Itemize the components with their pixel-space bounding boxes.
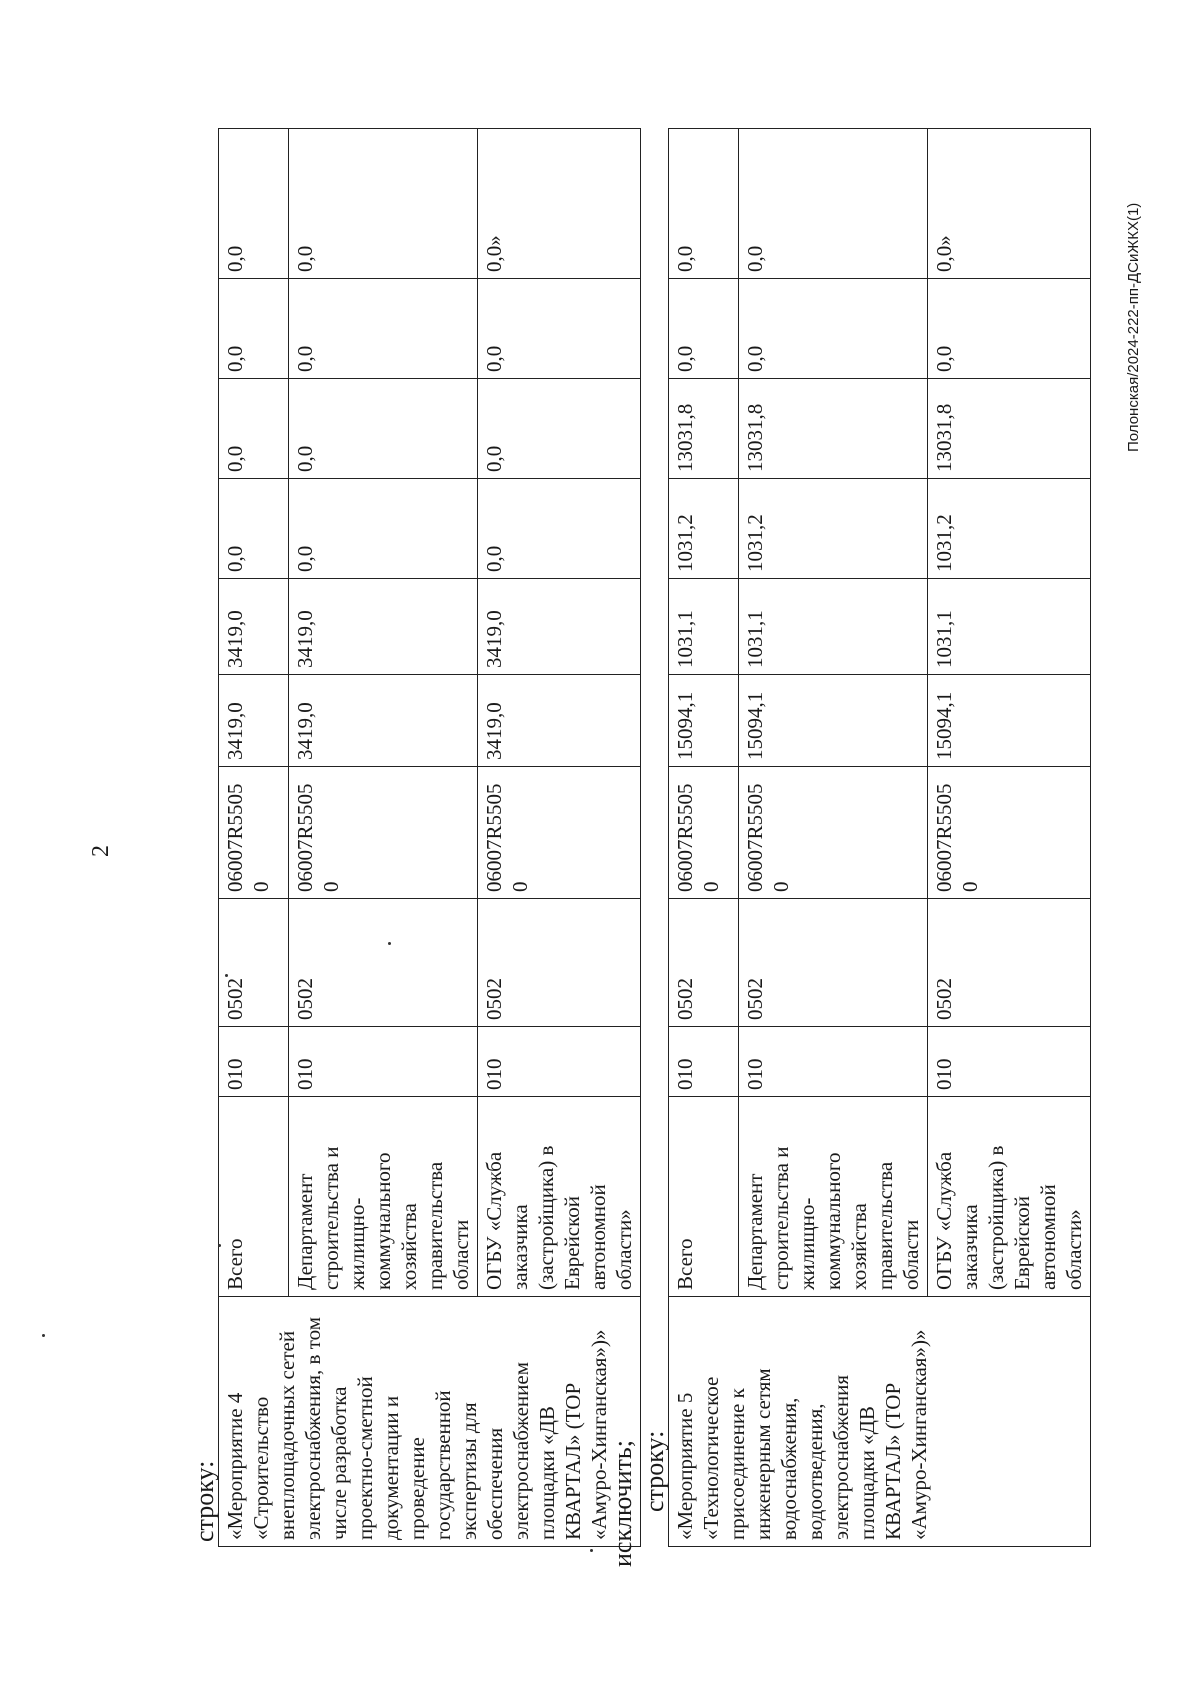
table-cell: 3419,0 xyxy=(219,579,289,675)
table-cell: 010 xyxy=(928,1027,1091,1097)
scan-speck xyxy=(218,1244,221,1247)
table-cell: 0502 xyxy=(478,899,641,1027)
table-cell: 13031,8 xyxy=(928,379,1091,479)
table-cell: 06007R5505 0 xyxy=(478,767,641,899)
table-cell: 06007R5505 0 xyxy=(928,767,1091,899)
row-label-2: строку: xyxy=(640,1430,669,1512)
table-measure-5 xyxy=(668,128,1091,1547)
table-cell: 0502 xyxy=(669,899,739,1027)
measure-name-cell: «Мероприятие 5 «Технологическое присоединение к инженерным сетям водоснабжения, водоотведения, электроснабжения площадки «ДВ КВАРТАЛ» (ТОР «Амуро-Хинганская»)» xyxy=(669,1297,1091,1547)
table-cell: 06007R5505 0 xyxy=(739,767,928,899)
table-cell: 1031,2 xyxy=(669,479,739,579)
table-cell: 1031,1 xyxy=(739,579,928,675)
table-cell: 0,0 xyxy=(219,479,289,579)
table-cell: 0,0 xyxy=(928,279,1091,379)
table-cell: 0502 xyxy=(289,899,478,1027)
table-cell: 0,0 xyxy=(219,129,289,279)
table-cell: 1031,1 xyxy=(928,579,1091,675)
table-cell: 010 xyxy=(669,1027,739,1097)
table-cell: 3419,0 xyxy=(289,579,478,675)
table-cell: 06007R5505 0 xyxy=(669,767,739,899)
table-cell: 3419,0 xyxy=(289,675,478,767)
table-cell: 13031,8 xyxy=(739,379,928,479)
table-cell: Департамент строительства и жилищно-коммунального хозяйства правительства области xyxy=(289,1097,478,1297)
scan-speck xyxy=(225,974,228,977)
table-cell: 15094,1 xyxy=(669,675,739,767)
table-cell: 0,0 xyxy=(478,279,641,379)
table-cell: 0,0 xyxy=(669,129,739,279)
table-cell: 0,0 xyxy=(739,279,928,379)
table-cell: 010 xyxy=(478,1027,641,1097)
table-cell: 0,0 xyxy=(289,129,478,279)
table-cell: 06007R5505 0 xyxy=(289,767,478,899)
table-cell: 0,0 xyxy=(289,379,478,479)
exclude-label: исключить; xyxy=(608,1440,637,1567)
table-cell: Всего xyxy=(669,1097,739,1297)
table-cell: 0,0 xyxy=(219,279,289,379)
table-cell: 0,0» xyxy=(478,129,641,279)
scan-speck xyxy=(590,1549,593,1552)
table-cell: ОГБУ «Служба заказчика (застройщика) в Еврейской автономной области» xyxy=(928,1097,1091,1297)
row-label-1: строку: xyxy=(190,1460,219,1542)
table-row xyxy=(669,129,739,1547)
table-cell: 3419,0 xyxy=(219,675,289,767)
table-cell: 0,0 xyxy=(289,479,478,579)
table-cell: 13031,8 xyxy=(669,379,739,479)
table-cell: 0502 xyxy=(219,899,289,1027)
table-cell: ОГБУ «Служба заказчика (застройщика) в Еврейской автономной области» xyxy=(478,1097,641,1297)
scan-speck xyxy=(388,942,391,945)
scan-speck xyxy=(42,1334,45,1337)
table-cell: 010 xyxy=(219,1027,289,1097)
table-cell: Департамент строительства и жилищно-коммунального хозяйства правительства области xyxy=(739,1097,928,1297)
document-footer: Полонская/2024-222-пп-ДСиЖКХ(1) xyxy=(1125,202,1142,452)
table-cell: 0502 xyxy=(928,899,1091,1027)
table-cell: 0,0 xyxy=(289,279,478,379)
table-cell: 0,0 xyxy=(669,279,739,379)
table-cell: 0,0» xyxy=(928,129,1091,279)
table-cell: 010 xyxy=(739,1027,928,1097)
page-number: 2 xyxy=(88,845,114,857)
table-cell: 0,0 xyxy=(739,129,928,279)
table-cell: 0502 xyxy=(739,899,928,1027)
table-cell: 0,0 xyxy=(478,379,641,479)
table-cell: 3419,0 xyxy=(478,579,641,675)
table-cell: 0,0 xyxy=(219,379,289,479)
table-cell: 010 xyxy=(289,1027,478,1097)
table-cell: 15094,1 xyxy=(739,675,928,767)
table-cell: 1031,2 xyxy=(928,479,1091,579)
table-cell: 1031,1 xyxy=(669,579,739,675)
table-row xyxy=(219,129,289,1547)
table-cell: 1031,2 xyxy=(739,479,928,579)
measure-name-cell: «Мероприятие 4 «Строительство внеплощадочных сетей электроснабжения, в том числе разработка проектно-сметной документации и проведение государственной экспертизы для обеспечения электроснабжением площадки «ДВ КВАРТАЛ» (ТОР «Амуро-Хинганская»)» xyxy=(219,1297,641,1547)
table-cell: 06007R5505 0 xyxy=(219,767,289,899)
table-cell: 0,0 xyxy=(478,479,641,579)
table-measure-4 xyxy=(218,128,641,1547)
table-cell: Всего xyxy=(219,1097,289,1297)
table-cell: 3419,0 xyxy=(478,675,641,767)
table-cell: 15094,1 xyxy=(928,675,1091,767)
